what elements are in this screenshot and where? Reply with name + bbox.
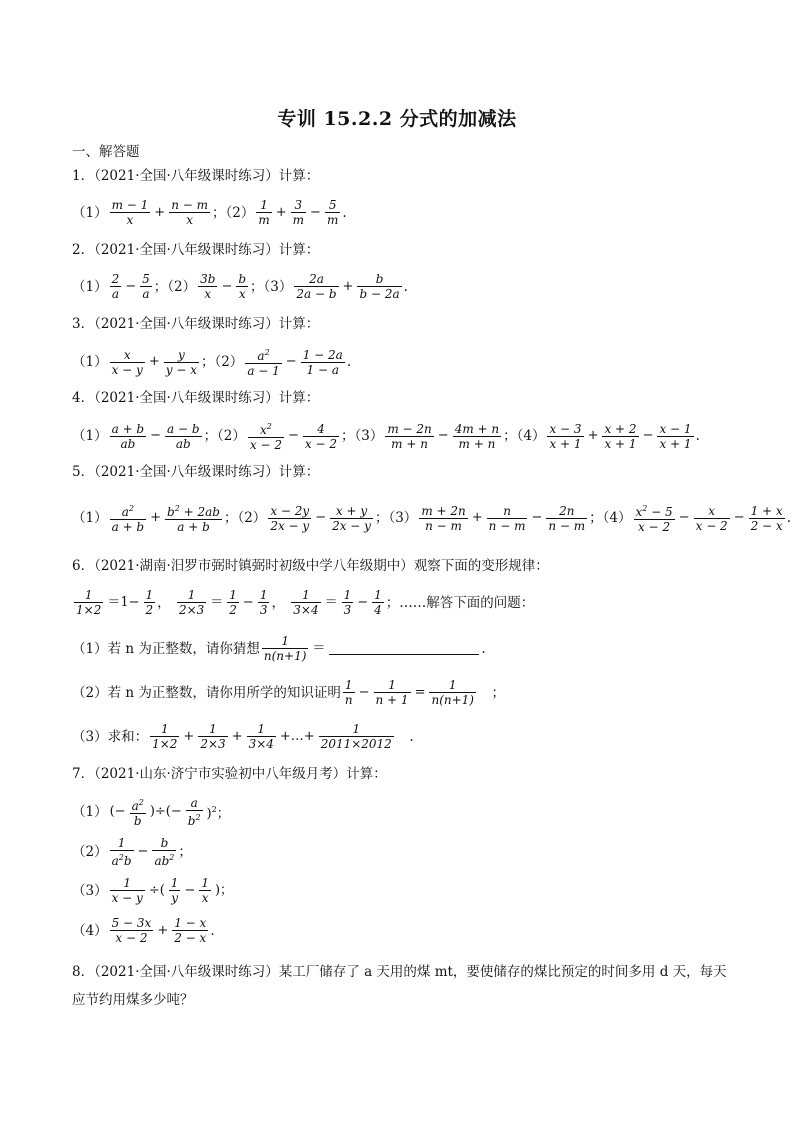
answer-blank[interactable] <box>329 642 479 655</box>
question-3-items: （1） $\frac{x}{x - y}$ + $\frac{y}{y - x}$ ；（2） $\frac{a^2}{a - 1}$ − $\frac{1 - 2a}{1 - a}$ . <box>72 347 352 378</box>
question-6-part-1: （1）若 n 为正整数，请你猜想 $\frac{1}{n(n+1)}$ ＝ . <box>72 634 486 663</box>
question-6-part-3: （3）求和： $\frac{1}{1\times 2}$ + $\frac{1}{2\times 3}$ + $\frac{1}{3\times 4}$ +…+ $\frac{1}{2011\times 2012}$ . <box>72 722 414 751</box>
question-7-item-1: （1） (− $\frac{a^2}{b}$ )÷(− $\frac{a}{b^2}$ )$^2$； <box>72 796 230 828</box>
question-8-line-1: 8．（2021·全国·八年级课时练习）某工厂储存了 a 天用的煤 mt，要使储存的煤比预定的时间多用 d 天，每天 <box>72 964 727 980</box>
question-5-items: （1） $\frac{a^2}{a + b}$ + $\frac{b^2 + 2ab}{a + b}$ ；（2） $\frac{x - 2y}{2x - y}$ − $\frac{x + y}{2x - y}$ ；（3） $\frac{m + 2n}{n - m}$ + $\frac{n}{n - m}$ − $\frac{2n}{n - m}$ ；（4） $\frac{x^2 - 5}{x - 2}$ − $\frac{x}{x - 2}$ − $\frac{1 + x}{2 - x}$ . <box>72 503 791 534</box>
question-4-head: 4．（2021·全国·八年级课时练习）计算： <box>72 390 320 406</box>
question-4-items: （1） $\frac{a + b}{ab}$ − $\frac{a - b}{ab}$ ；（2） $\frac{x^2}{x - 2}$ − $\frac{4}{x - 2}$ ；（3） $\frac{m - 2n}{m + n}$ − $\frac{4m + n}{m + n}$ ；（4） $\frac{x - 3}{x + 1}$ + $\frac{x + 2}{x + 1}$ − $\frac{x - 1}{x + 1}$ . <box>72 421 700 452</box>
question-1-head: 1．（2021·全国·八年级课时练习）计算： <box>72 168 320 184</box>
question-5-head: 5．（2021·全国·八年级课时练习）计算： <box>72 464 320 480</box>
question-7-head: 7．（2021·山东·济宁市实验初中八年级月考）计算： <box>72 766 387 782</box>
question-8-line-2: 应节约用煤多少吨？ <box>72 992 194 1008</box>
page-title: 专训 15.2.2 分式的加减法 <box>277 108 517 130</box>
question-7-item-4: （4） $\frac{5 - 3x}{x - 2}$ + $\frac{1 - x}{2 - x}$ . <box>72 916 215 945</box>
question-7-item-3: （3） $\frac{1}{x - y}$ ÷( $\frac{1}{y}$ − $\frac{1}{x}$ )； <box>72 876 234 905</box>
question-3-head: 3．（2021·全国·八年级课时练习）计算： <box>72 316 320 332</box>
question-2-head: 2．（2021·全国·八年级课时练习）计算： <box>72 242 320 258</box>
question-7-item-2: （2） $\frac{1}{a^2b}$ − $\frac{b}{ab^2}$ ； <box>72 836 192 868</box>
question-6-part-2: （2）若 n 为正整数，请你用所学的知识证明 $\frac{1}{n}$ − $\frac{1}{n + 1}$ = $\frac{1}{n(n+1)}$ ； <box>72 678 505 707</box>
question-1-items: （1） $\frac{m - 1}{x}$ + $\frac{n - m}{x}$ ；（2） $\frac{1}{m}$ + $\frac{3}{m}$ − $\frac{5}{m}$ . <box>72 198 347 227</box>
question-6-head: 6．（2021·湖南·汨罗市弼时镇弼时初级中学八年级期中）观察下面的变形规律： <box>72 558 549 574</box>
question-6-pattern: $\frac{1}{1\times 2}$ ＝1− $\frac{1}{2}$ ， $\frac{1}{2\times 3}$ ＝ $\frac{1}{2}$ − $\frac{1}{3}$ ， $\frac{1}{3\times 4}$ ＝ $\frac{1}{3}$ − $\frac{1}{4}$ ；……解答下面的问题： <box>76 588 535 617</box>
section-heading: 一、解答题 <box>72 144 140 160</box>
question-2-items: （1） $\frac{2}{a}$ − $\frac{5}{a}$ ；（2） $\frac{3b}{x}$ − $\frac{b}{x}$ ；（3） $\frac{2a}{2a - b}$ + $\frac{b}{b - 2a}$ . <box>72 272 408 301</box>
